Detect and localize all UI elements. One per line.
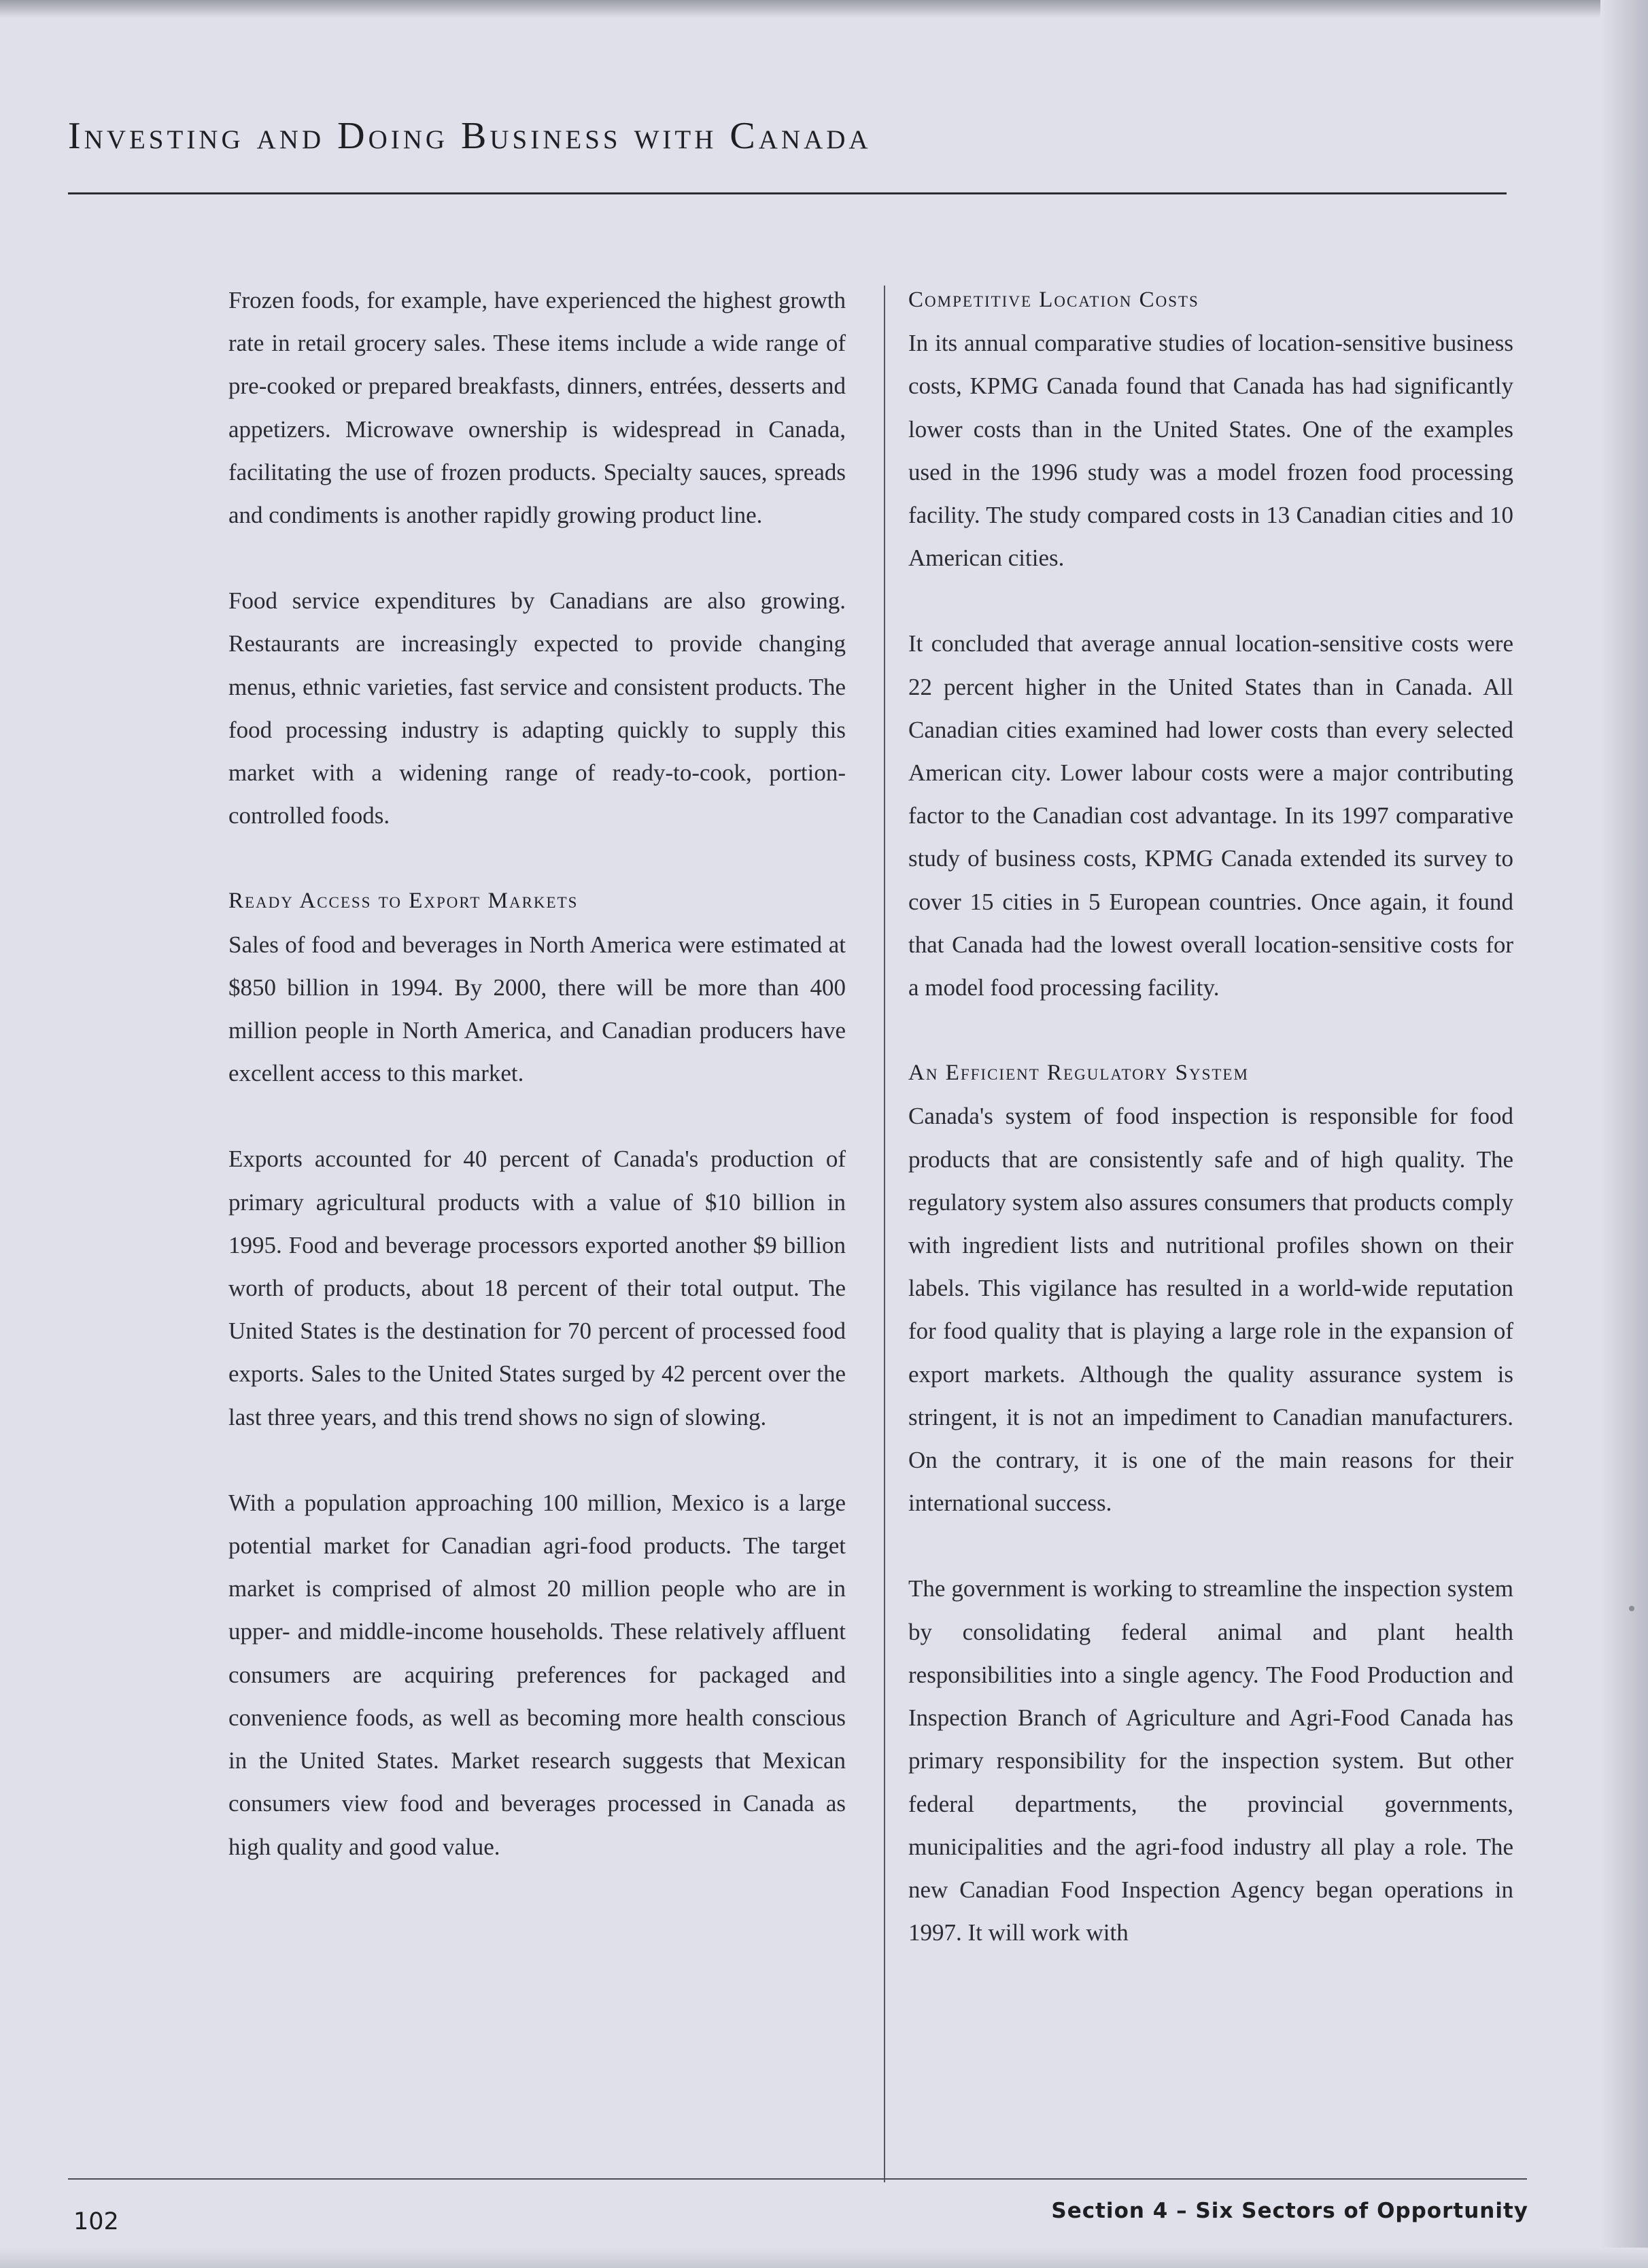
paragraph: Canada's system of food inspection is responsible for food products that are consistently safe and of high quality. The regulatory system also assures consumers that products comply with ingredient lists and nutritional profiles shown on their labels. This vigilance has resulted in a world-wide reputation for food quality that is playing a large role in the expansion of export markets. Although the quality assurance system is stringent, it is not an impediment to Canadian manufacturers. On the contrary, it is one of the main reasons for their international success. [908,1103,1513,1517]
column-divider [884,286,885,2182]
paragraph: Frozen foods, for example, have experienced the highest growth rate in retail grocery sales. These items include a wide range of pre-cooked or prepared breakfasts, dinners, entrées, desserts and appetizers. Microwave ownership is widespread in Canada, facilitating the use of frozen products. Specialty sauces, spreads and condiments is another rapidly growing product line. [228,287,846,529]
paragraph: In its annual comparative studies of location-sensitive business costs, KPMG Canada found that Canada has had significantly lower costs than in the United States. One of the examples used in the 1996 study was a model frozen food processing facility. The study compared costs in 13 Canadian cities and 10 American cities. [908,330,1513,572]
right-column [908,279,1513,1997]
paragraph: With a population approaching 100 million, Mexico is a large potential market for Canadian agri-food products. The target market is comprised of almost 20 million people who are in upper- and middle-income households. These relatively affluent consumers are acquiring preferences for packaged and convenience foods, as well as becoming more health conscious in the United States. Market research suggests that Mexican consumers view food and beverages processed in Canada as high quality and good value. [228,1489,846,1860]
paragraph: Exports accounted for 40 percent of Canada's production of primary agricultural products with a value of $10 billion in 1995. Food and beverage processors exported another $9 billion worth of products, about 18 percent of their total output. The United States is the destination for 70 percent of processed food exports. Sales to the United States surged by 42 percent over the last three years, and this trend shows no sign of slowing. [228,1146,846,1430]
running-title: Investing and Doing Business with Canada [68,115,872,157]
paragraph: It concluded that average annual location-sensitive costs were 22 percent higher in the United States than in Canada. All Canadian cities examined had lower costs than every selected American city. Lower labour costs were a major contributing factor to the Canadian cost advantage. In its 1997 comparative study of business costs, KPMG Canada extended its survey to cover 15 cities in 5 European countries. Once again, it found that Canada had the lowest overall location-sensitive costs for a model food processing facility. [908,630,1513,1001]
paragraph: The government is working to streamline the inspection system by consolidating federal animal and plant health responsibilities into a single agency. The Food Production and Inspection Branch of Agriculture and Agri-Food Canada has primary responsibility for the inspection system. But other federal departments, the provincial governments, municipalities and the agri-food industry all play a role. The new Canadian Food Inspection Agency began operations in 1997. It will work with [908,1575,1513,1946]
page-number: 102 [73,2208,119,2235]
section-heading-export-markets: Ready Access to Export Markets [228,889,579,914]
paragraph: Sales of food and beverages in North America were estimated at $850 billion in 1994. By 2000, there will be more than 400 million people in North America, and Canadian producers have excellent access to this market. [228,931,846,1087]
margin-dot-mark [1629,1606,1634,1611]
footer-rule [68,2178,1527,2180]
footer-section-label: Section 4 – Six Sectors of Opportunity [1051,2199,1528,2223]
paragraph: Food service expenditures by Canadians are also growing. Restaurants are increasingly expected to provide changing menus, ethnic varieties, fast service and consistent products. The food processing industry is adapting quickly to supply this market with a widening range of ready-to-cook, portion-controlled foods. [228,587,846,829]
scan-edge-top [0,0,1648,18]
section-heading-location-costs: Competitive Location Costs [908,288,1199,312]
section-heading-regulatory-system: An Efficient Regulatory System [908,1061,1249,1086]
scan-edge-bottom [0,2248,1648,2268]
scan-edge-right [1600,0,1648,2268]
left-column [228,279,846,1911]
title-rule [68,192,1507,194]
